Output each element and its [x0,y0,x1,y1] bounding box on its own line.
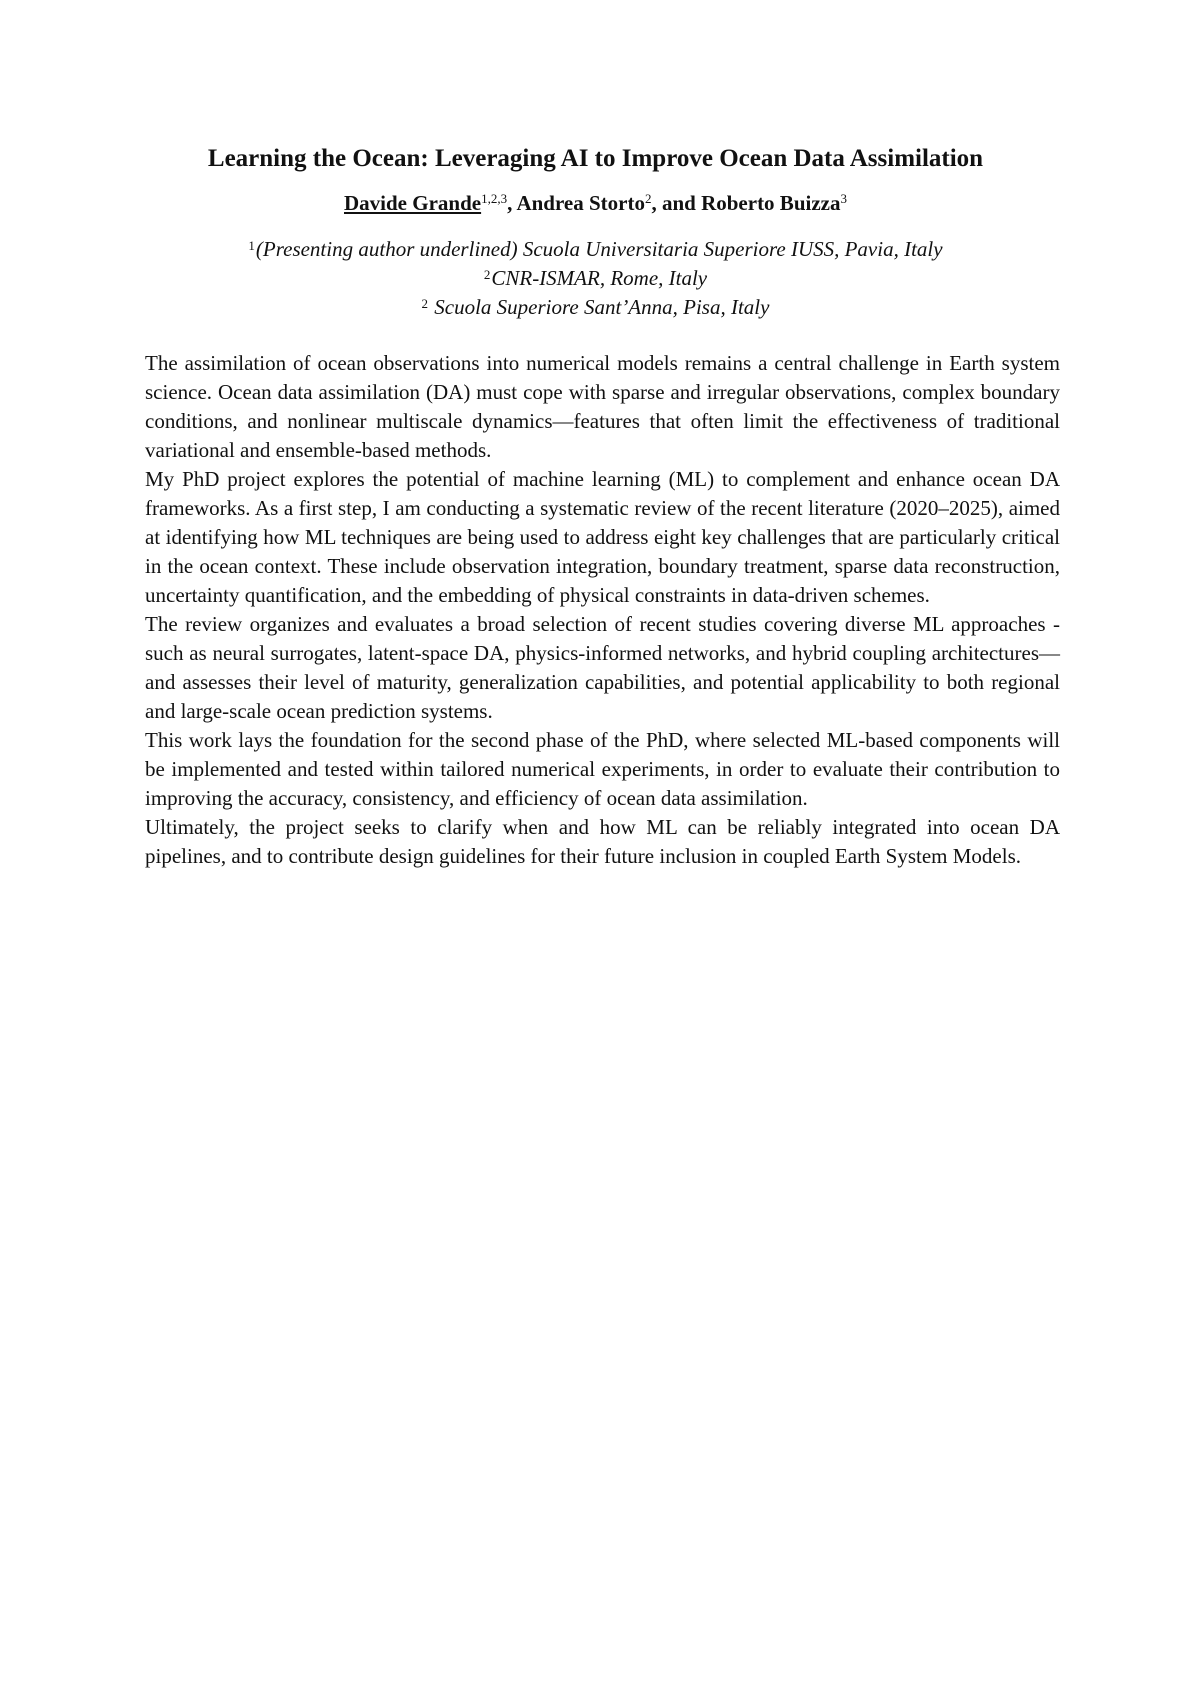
author-affiliation-marks: 1,2,3 [481,191,508,206]
paper-title: Learning the Ocean: Leveraging AI to Improve Ocean Data Assimilation [207,145,984,172]
affiliation-text: Scuola Superiore Sant’Anna, Pisa, Italy [429,295,770,319]
author-affiliation-marks: 3 [840,191,847,206]
affiliation-mark: 2 [421,296,429,311]
author-name: Roberto Buizza [701,191,841,215]
affiliation-list [0,235,1191,322]
abstract-paragraph: The review organizes and evaluates a broad selection of recent studies covering diverse ML approaches -such as neural surrogates, latent-space DA, physics-informed networks, and hybrid coupling architectures— and assesses their level of maturity, generalization capabilities, and potential applicability to both regional and large-scale ocean prediction systems. [145,612,1060,723]
author-name: Andrea Storto [516,191,645,215]
affiliation-line [0,264,1191,293]
abstract-paragraph: This work lays the foundation for the second phase of the PhD, where selected ML-based components will be implemented and tested within tailored numerical experiments, in order to evaluate their contribution to improving the accuracy, consistency, and efficiency of ocean data assimilation. [145,728,1060,810]
author-name-presenting: Davide Grande [344,191,482,215]
affiliation-mark: 1 [248,238,255,253]
affiliation-text: (Presenting author underlined) Scuola Universitaria Superiore IUSS, Pavia, Italy [255,237,943,261]
affiliation-line [0,293,1191,322]
author-separator: , [507,191,517,215]
abstract-body [145,349,1060,871]
abstract-paragraph: Ultimately, the project seeks to clarify when and how ML can be reliably integrated into ocean DA pipelines, and to contribute design guidelines for their future inclusion in coupled Earth System Models. [145,815,1060,868]
abstract-paragraph: The assimilation of ocean observations into numerical models remains a central challenge in Earth system science. Ocean data assimilation (DA) must cope with sparse and irregular observations, complex boundary conditions, and nonlinear multiscale dynamics—features that often limit the effectiveness of traditional variational and ensemble-based methods. [145,351,1060,462]
affiliation-text: CNR-ISMAR, Rome, Italy [491,266,708,290]
author-affiliation-marks: 2 [644,191,652,206]
affiliation-mark: 2 [483,267,491,282]
affiliation-line [0,235,1191,264]
author-list [0,190,1191,216]
author-separator: , and [651,191,702,215]
abstract-paragraph: My PhD project explores the potential of machine learning (ML) to complement and enhance ocean DA frameworks. As a first step, I am conducting a systematic review of the recent literature (2020–2025), aimed at identifying how ML techniques are being used to address eight key challenges that are particularly critical in the ocean context. These include observation integration, boundary treatment, sparse data reconstruction, uncertainty quantification, and the embedding of physical constraints in data-driven schemes. [145,467,1060,607]
